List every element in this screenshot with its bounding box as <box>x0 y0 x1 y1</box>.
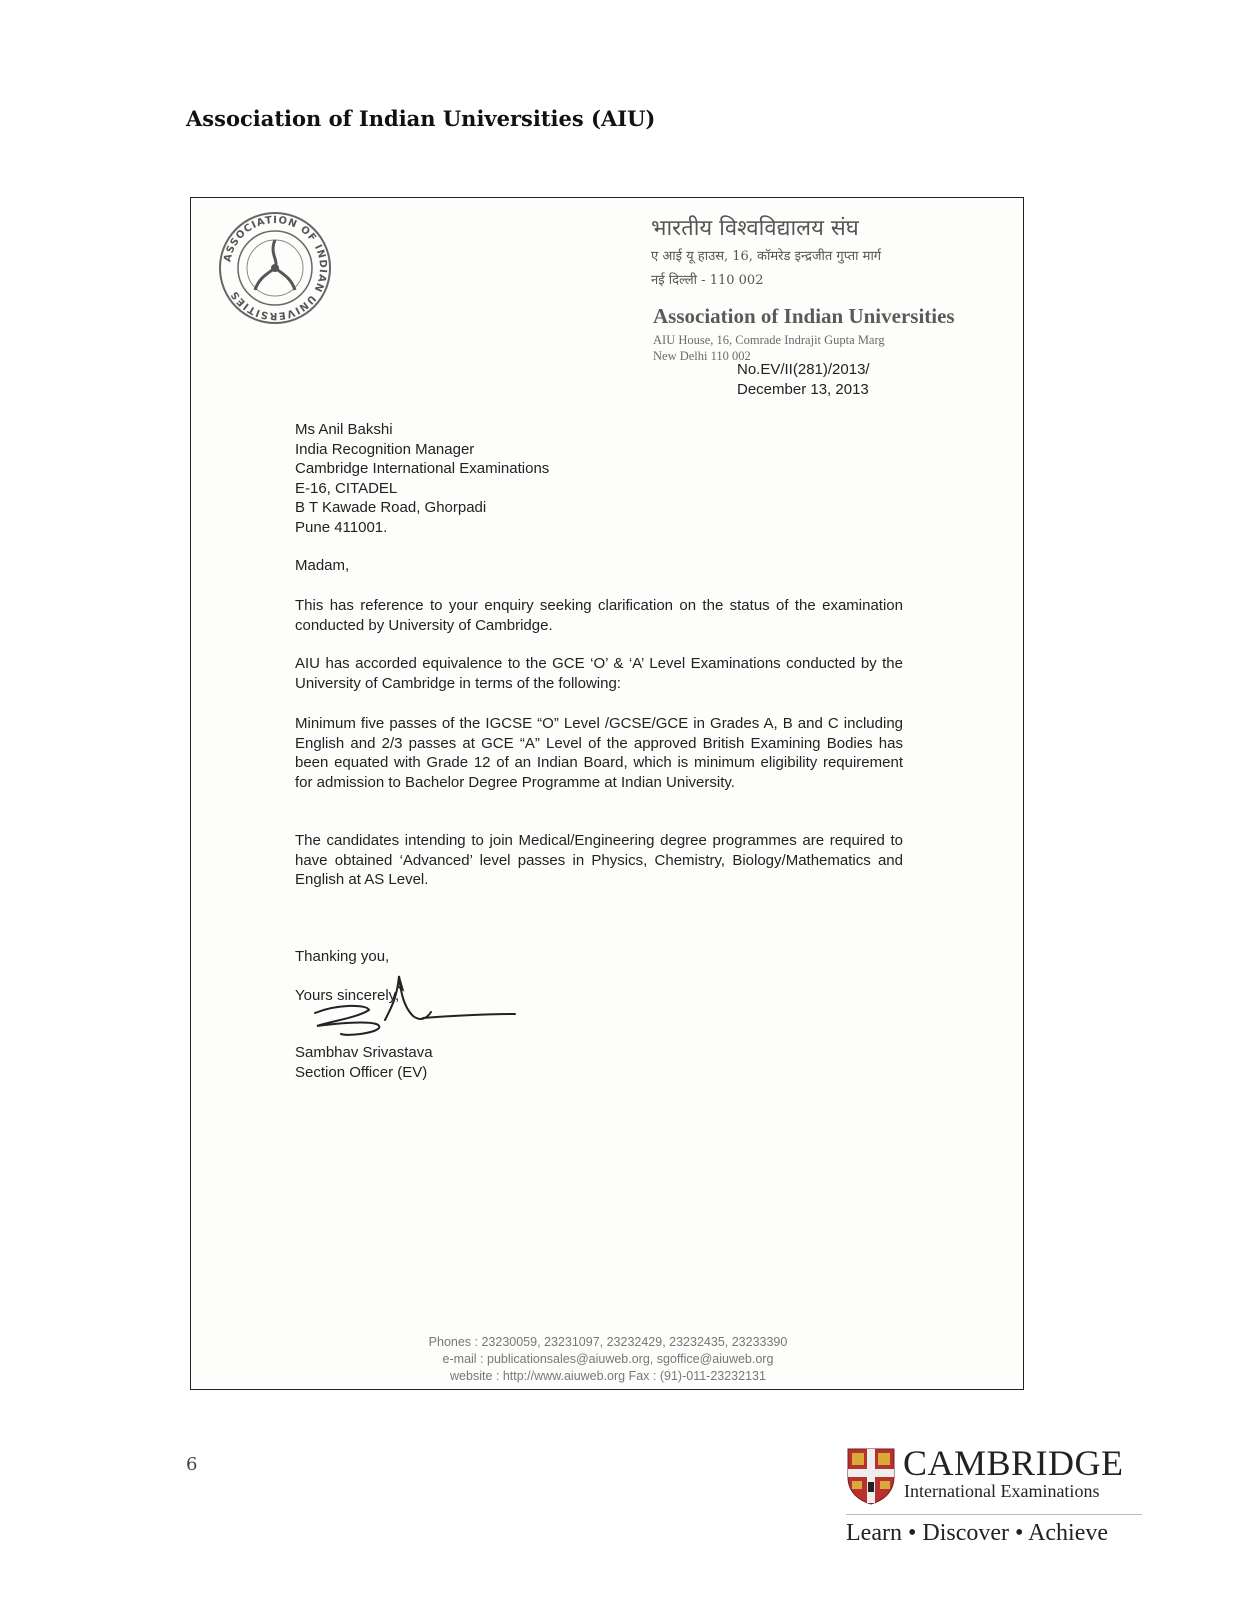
recipient-line: Cambridge International Examinations <box>295 460 550 477</box>
cambridge-shield-icon <box>846 1447 896 1505</box>
paragraph-medical-engineering: The candidates intending to join Medical/Engineering degree programmes are required to have obtained ‘Advanced’ level passes in Physics, Chemistry, Biology/Mathematics and English at AS Level. <box>295 832 903 888</box>
signer-title: Section Officer (EV) <box>295 1064 428 1081</box>
letterhead-name: Association of Indian Universities <box>653 304 955 328</box>
closing-thanks: Thanking you, <box>295 948 390 965</box>
letter-footer <box>191 1334 1024 1385</box>
recipient-line: Pune 411001. <box>295 518 388 536</box>
letterhead-hindi-city: नई दिल्ली - 110 002 <box>651 273 764 288</box>
paragraph-eligibility: Minimum five passes of the IGCSE “O” Level /GCSE/GCE in Grades A, B and C including English and 2/3 passes at GCE “A” Level of the approved British Examining Bodies has been equated with Grade 12 of an Indian Board, which is minimum eligibility requirement for admission to Bachelor Degree Programme at Indian University. <box>295 715 903 791</box>
cambridge-subtitle: International Examinations <box>904 1481 1100 1501</box>
branding-divider <box>846 1514 1142 1515</box>
letterhead-city: New Delhi 110 002 <box>653 349 751 363</box>
cambridge-tagline: Learn • Discover • Achieve <box>846 1520 1109 1546</box>
page-heading: Association of Indian Universities (AIU) <box>186 106 656 131</box>
recipient-line: Ms Anil Bakshi <box>295 421 393 438</box>
paragraph-equivalence: AIU has accorded equivalence to the GCE ‘O’ & ‘A’ Level Examinations conducted by the University of Cambridge in terms of the following: <box>295 655 903 692</box>
letterhead-hindi-name: भारतीय विश्वविद्यालय संघ <box>651 216 859 241</box>
seal-text: ASSOCIATION OF INDIAN UNIVERSITIES <box>222 214 329 322</box>
recipient-address <box>295 420 549 537</box>
letterhead-hindi-address: ए आई यू हाउस, 16, कॉमरेड इन्द्रजीत गुप्ता मार्ग <box>651 249 882 264</box>
reference-number: No.EV/II(281)/2013/ <box>737 361 870 378</box>
letter-date: December 13, 2013 <box>737 381 869 398</box>
recipient-line: India Recognition Manager <box>295 440 475 458</box>
cambridge-wordmark: CAMBRIDGE <box>903 1443 1124 1483</box>
aiu-seal-icon <box>217 210 333 326</box>
footer-phones: Phones : 23230059, 23231097, 23232429, 23232435, 23233390 <box>428 1335 788 1349</box>
recipient-line: B T Kawade Road, Ghorpadi <box>295 499 487 516</box>
footer-email: e-mail : publicationsales@aiuweb.org, sgoffice@aiuweb.org <box>442 1352 774 1366</box>
closing-sincerely: Yours sincerely, <box>295 987 400 1004</box>
paragraph-reference: This has reference to your enquiry seeking clarification on the status of the examination conducted by University of Cambridge. <box>295 597 903 634</box>
salutation: Madam, <box>295 557 350 574</box>
recipient-line: E-16, CITADEL <box>295 479 398 497</box>
signer-name: Sambhav Srivastava <box>295 1044 433 1061</box>
page-number: 6 <box>186 1454 198 1475</box>
letter-scan <box>190 197 1024 1390</box>
footer-website: website : http://www.aiuweb.org Fax : (91)-011-23232131 <box>450 1369 766 1383</box>
letterhead-address: AIU House, 16, Comrade Indrajit Gupta Marg <box>653 333 885 347</box>
